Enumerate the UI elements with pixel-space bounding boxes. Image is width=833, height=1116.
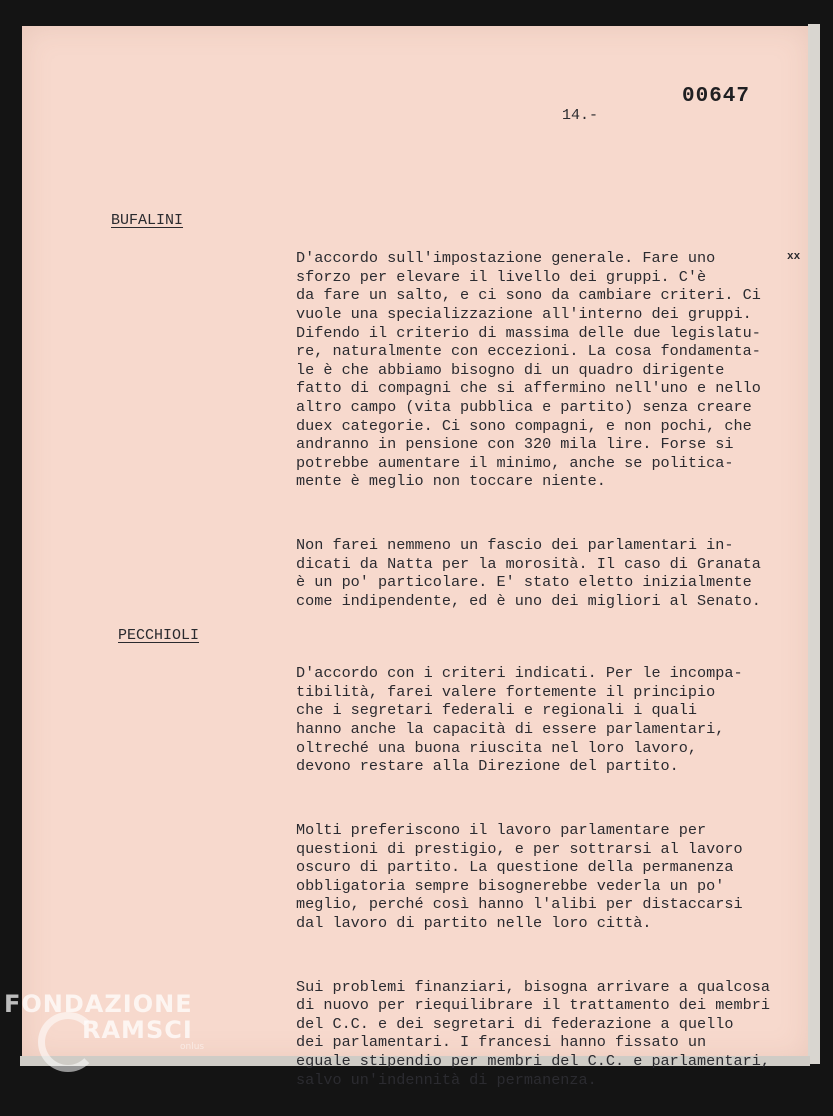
speaker-text-bufalini: [296, 212, 816, 637]
paragraph: Sui problemi finanziari, bisogna arrivare a qualcosa di nuovo per riequilibrare il trattamento dei membri del C.C. e dei segretari di federazione a quello dei parlamentari. I francesi hanno fissato un eguale stipendio per membri del C.C. e parlamentari, salvo un'indennità di permanenza.: [296, 977, 770, 1089]
speaker-name-bufalini: BUFALINI: [111, 212, 184, 229]
paragraph: D'accordo con i criteri indicati. Per le incompa- tibilità, farei valere fortemente il principio che i segretari federali e regionali i quali hanno anche la capacità di essere parlamentari, oltreché una buona riuscita nel loro lavoro, devono restare alla Direzione del partito.: [296, 664, 743, 776]
speaker-name-pecchioli: PECCHIOLI: [118, 627, 200, 644]
speaker-text-pecchioli: [296, 627, 816, 1116]
archive-serial-number: 00647: [682, 85, 751, 108]
fondazione-gramsci-watermark: [4, 990, 214, 1070]
paragraph: D'accordo sull'impostazione generale. Fare uno sforzo per elevare il livello dei gruppi. C'è da fare un salto, e ci sono da cambiare criteri. Ci vuole una specializzazione all'interno dei gruppi. Difendo il criterio di massima delle due legislatu- re, naturalmente con eccezioni. La cosa fondamenta- le è che abbiamo bisogno di un quadro dirigente fatto di compagni che si affermino nell'uno e nello altro campo (vita pubblica e partito) senza creare duex categorie. Ci sono compagni, e non pochi, che andranno in pensione con 320 mila lire. Forse si potrebbe aumentare il minimo, anche se politica- mente è meglio non toccare niente.: [296, 249, 761, 491]
watermark-line2: RAMSCI: [82, 1016, 193, 1044]
watermark-line1: FONDAZIONE: [4, 990, 193, 1018]
watermark-suffix: onlus: [180, 1042, 205, 1052]
page-number: 14.-: [562, 107, 599, 124]
margin-strikeout-mark: xx: [787, 251, 801, 263]
paragraph: Non farei nemmeno un fascio dei parlamentari in- dicati da Natta per la morosità. Il caso di Granata è un po' particolare. E' stato eletto inizialmente come indipendente, ed è uno dei migliori al Senato.: [296, 536, 761, 610]
paragraph: Molti preferiscono il lavoro parlamentare per questioni di prestigio, e per sottrarsi al lavoro oscuro di partito. La questione della permanenza obbligatoria sempre bisognerebbe vederla un po' meglio, perché così hanno l'alibi per distaccarsi dal lavoro di partito nelle loro città.: [296, 820, 743, 932]
